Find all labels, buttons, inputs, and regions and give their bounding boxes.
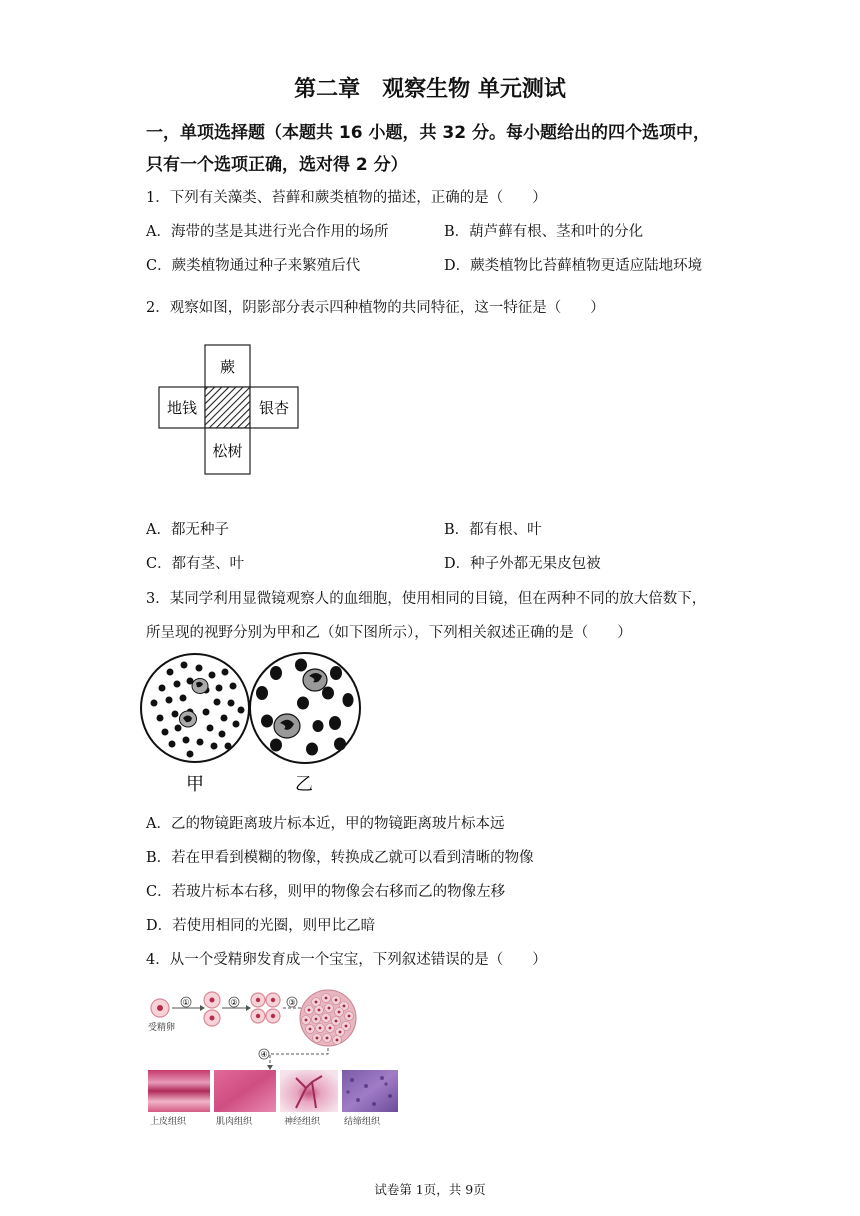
egg-label: 受精卵 bbox=[148, 1023, 176, 1033]
question-3-stem-line2: 所呈现的视野分别为甲和乙（如下图所示），下列相关叙述正确的是（ ） bbox=[146, 625, 632, 641]
tissue-label-1: 上皮组织 bbox=[150, 1117, 187, 1127]
label-left: 地钱 bbox=[166, 399, 198, 417]
tissue-label-3: 神经组织 bbox=[284, 1117, 321, 1127]
microscope-views-figure bbox=[140, 648, 366, 796]
tissue-label-2: 肌肉组织 bbox=[216, 1117, 253, 1127]
nerve-tissue-image bbox=[280, 1070, 338, 1112]
page-title: 第二章 观察生物 单元测试 bbox=[294, 77, 566, 102]
muscle-tissue-image bbox=[214, 1070, 276, 1112]
section-heading-line2: 只有一个选项正确，选对得 2 分） bbox=[146, 155, 408, 175]
section-heading-line1: 一，单项选择题（本题共 16 小题，共 32 分。每小题给出的四个选项中， bbox=[146, 123, 710, 143]
connective-tissue-image bbox=[342, 1070, 398, 1112]
question-3-option-d: D．若使用相同的光圈，则甲比乙暗 bbox=[146, 918, 376, 934]
question-3-option-c: C．若玻片标本右移，则甲的物像会右移而乙的物像左移 bbox=[146, 884, 506, 900]
page-footer: 试卷第 1页，共 9页 bbox=[374, 1182, 486, 1197]
question-2-option-b: B．都有根、叶 bbox=[444, 522, 542, 538]
question-1-option-c: C．蕨类植物通过种子来繁殖后代 bbox=[146, 258, 361, 274]
label-right: 银杏 bbox=[258, 399, 290, 417]
label-jia: 甲 bbox=[186, 774, 204, 795]
cell-mass bbox=[300, 990, 356, 1046]
question-3-stem-line1: 3．某同学利用显微镜观察人的血细胞，使用相同的目镜，但在两种不同的放大倍数下， bbox=[146, 591, 707, 607]
question-1-stem: 1．下列有关藻类、苔藓和蕨类植物的描述，正确的是（ ） bbox=[146, 190, 547, 206]
cell-development-figure bbox=[146, 988, 402, 1134]
label-top: 蕨 bbox=[219, 358, 236, 376]
question-2-option-d: D．种子外都无果皮包被 bbox=[444, 556, 601, 572]
question-4-stem: 4．从一个受精卵发育成一个宝宝，下列叙述错误的是（ ） bbox=[146, 952, 547, 968]
step-4-label: ④ bbox=[260, 1050, 268, 1059]
view-yi bbox=[250, 653, 360, 763]
label-bottom: 松树 bbox=[212, 442, 243, 460]
question-1-option-a: A．海带的茎是其进行光合作用的场所 bbox=[146, 224, 389, 240]
epithelial-tissue-image bbox=[148, 1070, 210, 1112]
question-1-option-d: D．蕨类植物比苔藓植物更适应陆地环境 bbox=[444, 258, 703, 274]
step-2-label: ② bbox=[230, 998, 238, 1007]
label-yi: 乙 bbox=[295, 774, 313, 795]
plant-cross-diagram bbox=[158, 344, 300, 476]
view-jia bbox=[141, 654, 249, 762]
question-2-option-a: A．都无种子 bbox=[146, 522, 229, 538]
question-1-option-b: B．葫芦藓有根、茎和叶的分化 bbox=[444, 224, 644, 240]
question-3-option-b: B．若在甲看到模糊的物像，转换成乙就可以看到清晰的物像 bbox=[146, 850, 534, 866]
shared-feature-box bbox=[205, 387, 250, 428]
step-1-label: ① bbox=[182, 998, 190, 1007]
question-3-option-a: A．乙的物镜距离玻片标本近，甲的物镜距离玻片标本远 bbox=[146, 816, 505, 832]
tissue-label-4: 结缔组织 bbox=[344, 1117, 381, 1127]
step-3-label: ③ bbox=[288, 998, 296, 1007]
question-2-stem: 2．观察如图，阴影部分表示四种植物的共同特征，这一特征是（ ） bbox=[146, 300, 605, 316]
question-2-option-c: C．都有茎、叶 bbox=[146, 556, 245, 572]
